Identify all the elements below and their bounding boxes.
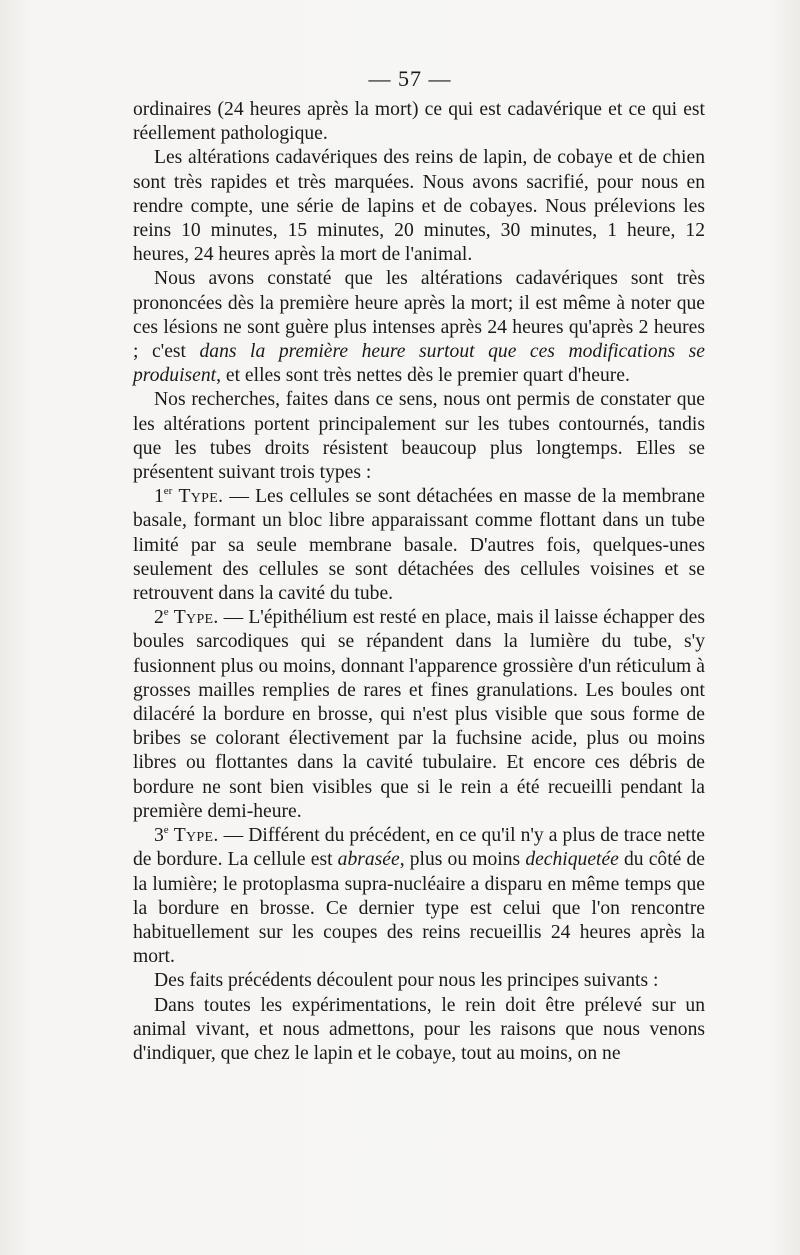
paragraph-first-hour-emphasis: dans la première heure surtout que ces modifications se produisent [133, 341, 705, 387]
paragraph-principles: Des faits précédents découlent pour nous les principes suivants : [154, 970, 659, 992]
type-3-label: Type. [173, 825, 219, 847]
type-2-label: Type. [173, 607, 219, 629]
type-2-paragraph [133, 606, 705, 824]
type-3-italic-dechiquetee: dechiquetée [525, 849, 619, 871]
type-1-label: Type. [178, 486, 224, 508]
type-3-paragraph [133, 824, 705, 969]
paragraph-research: Nos recherches, faites dans ce sens, nous ont permis de constater que les altérations portent principalement sur les tubes contournés, tandis que les tubes droits résistent beaucoup plus longtemps. Elles se présentent suivant trois types : [133, 389, 705, 484]
body-text [133, 98, 705, 1066]
type-3-number: 3 [154, 825, 164, 847]
type-3-text-2: , plus ou moins [399, 849, 526, 871]
type-2-number: 2 [154, 607, 164, 629]
type-3-superscript: e [163, 823, 169, 836]
paragraph-cadaveric-alterations: Les altérations cadavériques des reins de lapin, de cobaye et de chien sont très rapides et très marquées. Nous avons sacrifié, pour nous en rendre compte, une série de lapins et de cobayes. Nous prélevions les reins 10 minutes, 15 minutes, 20 minutes, 30 minutes, 1 heure, 12 heures, 24 heures après la mort de l'animal. [133, 147, 705, 266]
paragraph-first-hour-text: Nous avons constaté que les altérations cadavériques sont très prononcées dès la première heure après la mort; il est même à noter que ces lésions ne sont guère plus intenses après 24 heures qu'après 2 heures ; c'est [133, 268, 705, 363]
paragraph-first-hour-end: , et elles sont très nettes dès le premier quart d'heure. [216, 365, 630, 387]
page-number: — 57 — [368, 66, 452, 91]
type-2-text: — L'épithélium est resté en place, mais il laisse échapper des boules sarcodiques qui se répandent dans la lumière du tube, s'y fusionnent plus ou moins, donnant l'apparence grossière d'un réticulum à grosses mailles remplies de rares et fines granulations. Les boules ont dilacéré la bordure en brosse, qui n'est plus visible que sous forme de bribes se colorant électivement par la fuchsine acide, plus ou moins libres ou flottantes dans la cavité tubulaire. Et encore ces débris de bordure ne sont bien visibles que si le rein a été recueilli pendant la première demi-heure. [133, 607, 705, 822]
paragraph-continuation: ordinaires (24 heures après la mort) ce qui est cadavérique et ce qui est réellement pathologique. [133, 99, 705, 145]
type-3-text-1: — Différent du précédent, en ce qu'il n'y a plus de trace nette de bordure. La cellule est [133, 825, 705, 871]
type-2-superscript: e [163, 605, 169, 618]
paragraph-experimentations: Dans toutes les expérimentations, le rein doit être prélevé sur un animal vivant, et nous admettons, pour les raisons que nous venons d'indiquer, que chez le lapin et le cobaye, tout au moins, on ne [133, 994, 705, 1064]
paragraph-first-hour [133, 267, 705, 388]
type-1-text: — Les cellules se sont détachées en masse de la membrane basale, formant un bloc libre apparaissant comme flottant dans un tube limité par sa seule membrane basale. D'autres fois, quelques-unes seulement des cellules se sont détachées des cellules voisines et se retrouvent dans la cavité du tube. [133, 486, 705, 605]
type-3-italic-abrasee: abrasée [337, 849, 400, 871]
type-1-superscript: er [163, 484, 173, 497]
type-1-paragraph [133, 485, 705, 606]
type-1-number: 1 [154, 486, 164, 508]
type-3-text-3: du côté de la lumière; le protoplasma supra-nucléaire a disparu en même temps que la bordure en brosse. Ce dernier type est celui que l'on rencontre habituellement sur les coupes des reins recueillis 24 heures après la mort. [133, 849, 706, 968]
